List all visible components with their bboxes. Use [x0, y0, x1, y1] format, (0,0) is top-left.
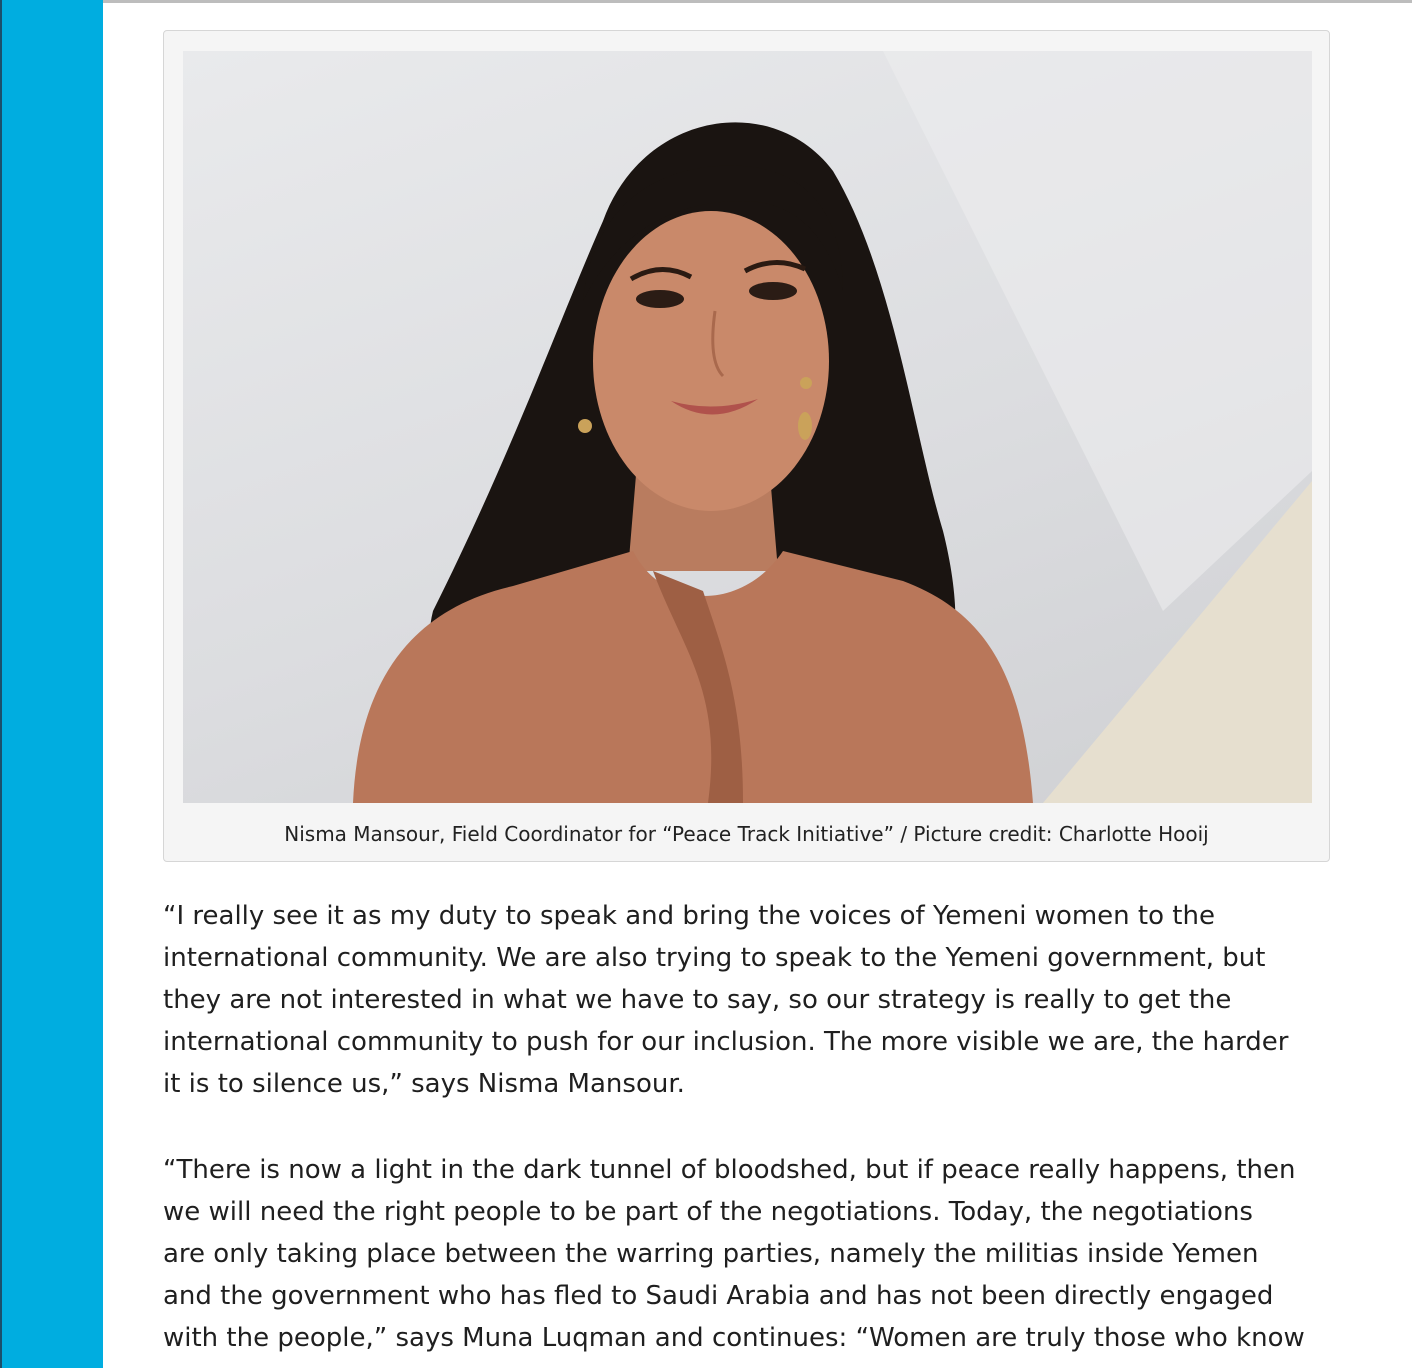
paragraph-1	[163, 895, 1363, 1105]
paragraph-line: with the people,” says Muna Luqman and continues: “Women are truly those who know	[163, 1323, 1305, 1353]
article-body	[163, 895, 1363, 1368]
paragraph-line: we will need the right people to be part of the negotiations. Today, the negotiations	[163, 1197, 1253, 1227]
right-earring-drop	[798, 412, 812, 440]
top-border-line	[103, 0, 1412, 3]
paragraph-line: are only taking place between the warring parties, namely the militias inside Yemen	[163, 1239, 1259, 1269]
portrait-photo	[183, 51, 1312, 803]
left-eye	[636, 290, 684, 308]
right-eye	[749, 282, 797, 300]
paragraph-line: international community. We are also trying to speak to the Yemeni government, but	[163, 943, 1266, 973]
figure-box	[163, 30, 1330, 862]
photo-caption: Nisma Mansour, Field Coordinator for “Peace Track Initiative” / Picture credit: Charlotte Hooij	[284, 822, 1209, 846]
left-bar-edge	[0, 0, 2, 1368]
paragraph-line: “There is now a light in the dark tunnel of bloodshed, but if peace really happens, then	[163, 1155, 1296, 1185]
paragraph-line: they are not interested in what we have to say, so our strategy is really to get the	[163, 985, 1232, 1015]
right-earring-top	[800, 377, 812, 389]
face	[593, 211, 829, 511]
paragraph-2	[163, 1149, 1363, 1359]
paragraph-line: international community to push for our inclusion. The more visible we are, the harder	[163, 1027, 1289, 1057]
left-accent-bar	[0, 0, 103, 1368]
paragraph-line: “I really see it as my duty to speak and bring the voices of Yemeni women to the	[163, 901, 1215, 931]
portrait-illustration	[183, 51, 1312, 803]
paragraph-line: it is to silence us,” says Nisma Mansour.	[163, 1069, 685, 1099]
wall-highlight	[883, 51, 1312, 611]
paragraph-line: and the government who has fled to Saudi Arabia and has not been directly engaged	[163, 1281, 1274, 1311]
left-earring	[578, 419, 592, 433]
